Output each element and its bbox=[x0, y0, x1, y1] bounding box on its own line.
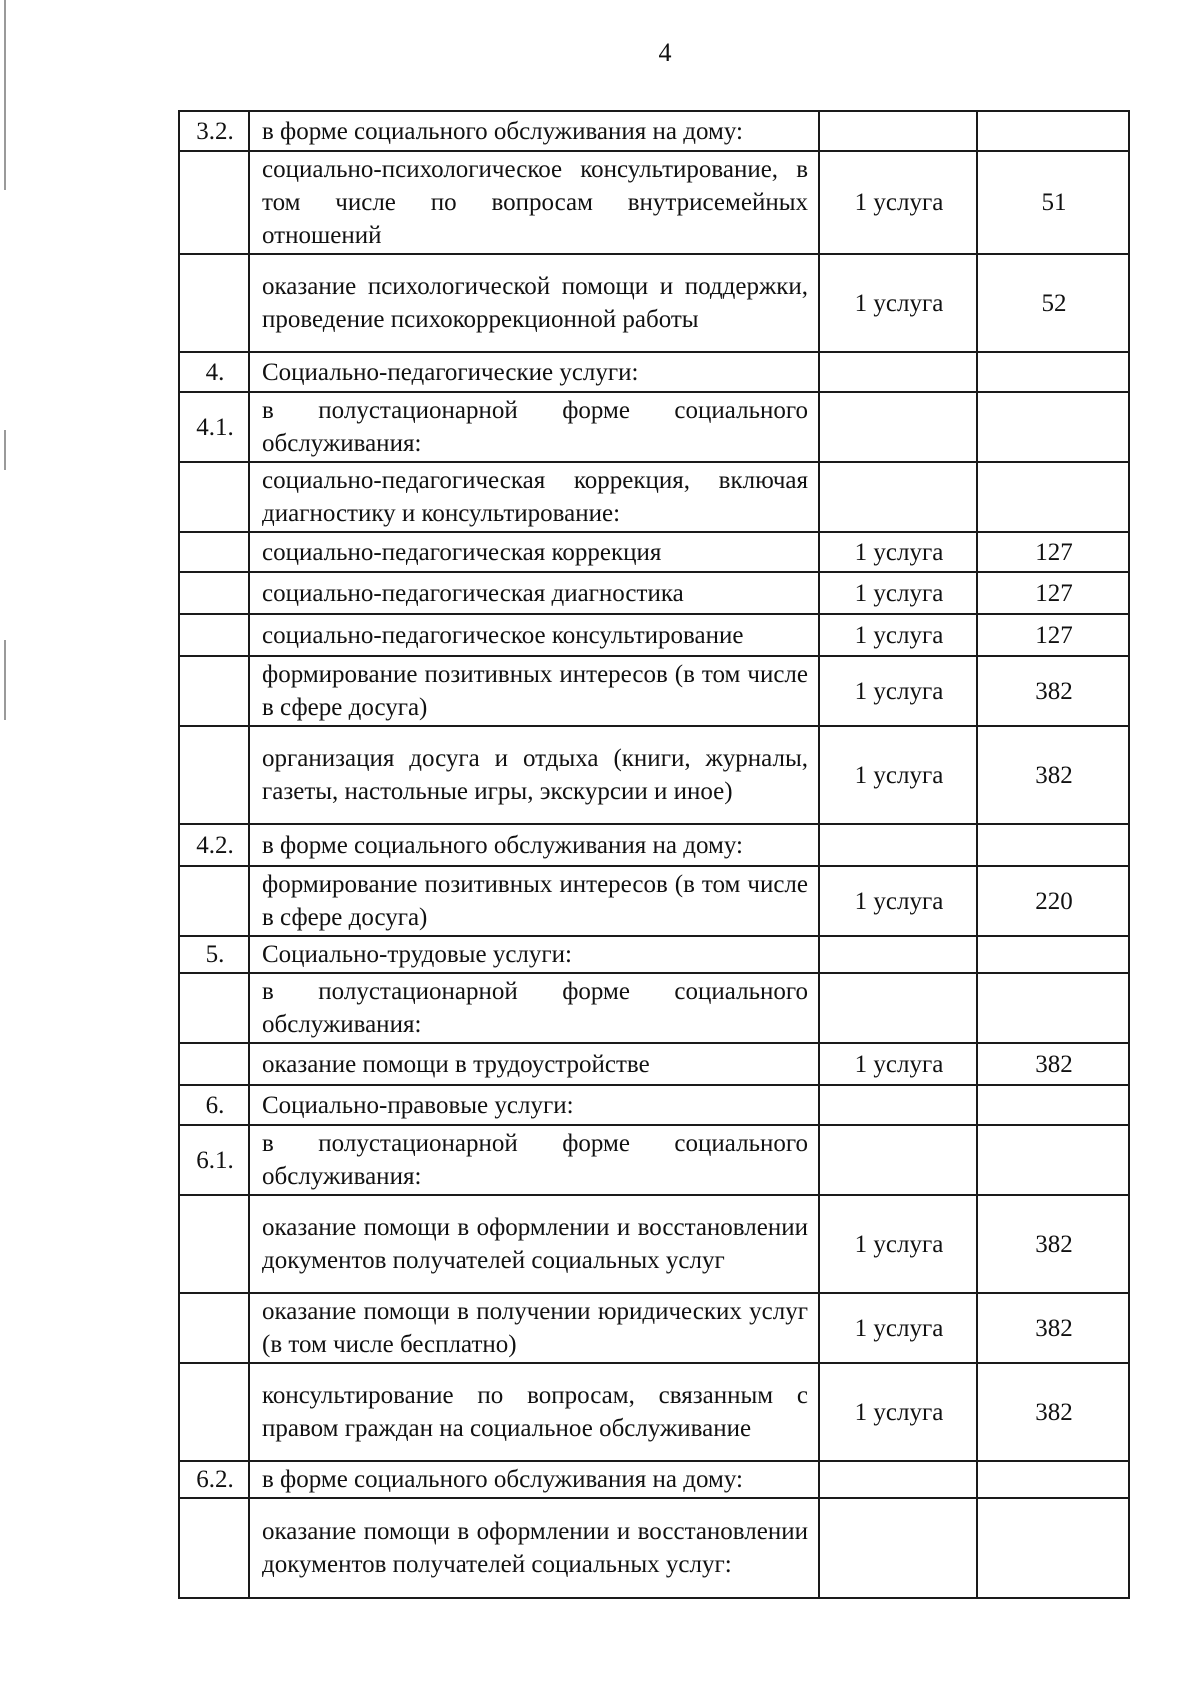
unit-cell bbox=[819, 1461, 977, 1498]
price-cell: 382 bbox=[977, 656, 1129, 726]
table-row bbox=[179, 462, 1129, 532]
row-number-cell: 4. bbox=[179, 352, 249, 392]
service-description-cell: формирование позитивных интересов (в том числе в сфере досуга) bbox=[249, 866, 819, 936]
unit-cell: 1 услуга bbox=[819, 656, 977, 726]
price-cell bbox=[977, 352, 1129, 392]
unit-cell bbox=[819, 1498, 977, 1598]
service-description-cell: организация досуга и отдыха (книги, журналы, газеты, настольные игры, экскурсии и иное) bbox=[249, 726, 819, 824]
service-description-cell: оказание помощи в оформлении и восстановлении документов получателей социальных услуг: bbox=[249, 1498, 819, 1598]
service-description-cell: формирование позитивных интересов (в том числе в сфере досуга) bbox=[249, 656, 819, 726]
service-description-cell: социально-педагогическое консультирование bbox=[249, 614, 819, 656]
table-row bbox=[179, 936, 1129, 973]
table-row bbox=[179, 1085, 1129, 1125]
service-description-cell: в форме социального обслуживания на дому: bbox=[249, 1461, 819, 1498]
row-number-cell: 6.2. bbox=[179, 1461, 249, 1498]
service-description-cell: оказание помощи в трудоустройстве bbox=[249, 1043, 819, 1085]
service-description-cell: Социально-правовые услуги: bbox=[249, 1085, 819, 1125]
table-row bbox=[179, 1461, 1129, 1498]
price-cell bbox=[977, 1498, 1129, 1598]
price-cell: 127 bbox=[977, 572, 1129, 614]
price-cell: 127 bbox=[977, 614, 1129, 656]
table-row bbox=[179, 1043, 1129, 1085]
unit-cell bbox=[819, 111, 977, 151]
unit-cell bbox=[819, 392, 977, 462]
unit-cell: 1 услуга bbox=[819, 866, 977, 936]
table-row bbox=[179, 392, 1129, 462]
unit-cell: 1 услуга bbox=[819, 254, 977, 352]
row-number-cell bbox=[179, 1293, 249, 1363]
unit-cell: 1 услуга bbox=[819, 614, 977, 656]
service-description-cell: оказание помощи в оформлении и восстановлении документов получателей социальных услуг bbox=[249, 1195, 819, 1293]
row-number-cell bbox=[179, 614, 249, 656]
page-number: 4 bbox=[658, 38, 672, 67]
row-number-cell bbox=[179, 572, 249, 614]
unit-cell bbox=[819, 936, 977, 973]
price-cell bbox=[977, 111, 1129, 151]
price-cell bbox=[977, 392, 1129, 462]
row-number-cell: 5. bbox=[179, 936, 249, 973]
table-row bbox=[179, 111, 1129, 151]
service-description-cell: оказание психологической помощи и поддержки, проведение психокоррекционной работы bbox=[249, 254, 819, 352]
price-cell: 52 bbox=[977, 254, 1129, 352]
price-cell bbox=[977, 462, 1129, 532]
unit-cell: 1 услуга bbox=[819, 726, 977, 824]
table-row bbox=[179, 866, 1129, 936]
price-cell: 51 bbox=[977, 151, 1129, 254]
row-number-cell: 6.1. bbox=[179, 1125, 249, 1195]
row-number-cell bbox=[179, 1195, 249, 1293]
row-number-cell bbox=[179, 1498, 249, 1598]
table-row bbox=[179, 656, 1129, 726]
row-number-cell bbox=[179, 1363, 249, 1461]
unit-cell: 1 услуга bbox=[819, 572, 977, 614]
table-body bbox=[179, 111, 1129, 1598]
unit-cell bbox=[819, 1085, 977, 1125]
service-description-cell: Социально-педагогические услуги: bbox=[249, 352, 819, 392]
price-cell: 382 bbox=[977, 1195, 1129, 1293]
service-description-cell: социально-психологическое консультирование, в том числе по вопросам внутрисемейных отношений bbox=[249, 151, 819, 254]
table-row bbox=[179, 572, 1129, 614]
unit-cell: 1 услуга bbox=[819, 1195, 977, 1293]
price-cell: 382 bbox=[977, 726, 1129, 824]
service-description-cell: оказание помощи в получении юридических услуг (в том числе бесплатно) bbox=[249, 1293, 819, 1363]
unit-cell bbox=[819, 352, 977, 392]
unit-cell: 1 услуга bbox=[819, 151, 977, 254]
service-description-cell: Социально-трудовые услуги: bbox=[249, 936, 819, 973]
row-number-cell bbox=[179, 254, 249, 352]
table-row bbox=[179, 1363, 1129, 1461]
unit-cell: 1 услуга bbox=[819, 1043, 977, 1085]
row-number-cell bbox=[179, 151, 249, 254]
price-cell: 220 bbox=[977, 866, 1129, 936]
row-number-cell: 4.1. bbox=[179, 392, 249, 462]
service-description-cell: социально-педагогическая коррекция, включая диагностику и консультирование: bbox=[249, 462, 819, 532]
row-number-cell bbox=[179, 656, 249, 726]
row-number-cell: 3.2. bbox=[179, 111, 249, 151]
unit-cell bbox=[819, 462, 977, 532]
services-table bbox=[178, 110, 1130, 1599]
table-row bbox=[179, 614, 1129, 656]
table-row bbox=[179, 726, 1129, 824]
row-number-cell: 6. bbox=[179, 1085, 249, 1125]
unit-cell: 1 услуга bbox=[819, 1363, 977, 1461]
scan-edge-mark bbox=[4, 430, 6, 470]
price-cell: 382 bbox=[977, 1293, 1129, 1363]
service-description-cell: в полустационарной форме социального обслуживания: bbox=[249, 1125, 819, 1195]
row-number-cell bbox=[179, 726, 249, 824]
unit-cell bbox=[819, 1125, 977, 1195]
unit-cell bbox=[819, 824, 977, 866]
unit-cell bbox=[819, 973, 977, 1043]
price-cell bbox=[977, 1125, 1129, 1195]
scan-edge-mark bbox=[4, 640, 6, 720]
price-cell: 127 bbox=[977, 532, 1129, 572]
table-row bbox=[179, 1195, 1129, 1293]
table-row bbox=[179, 1125, 1129, 1195]
table-row bbox=[179, 824, 1129, 866]
price-cell bbox=[977, 1085, 1129, 1125]
unit-cell: 1 услуга bbox=[819, 532, 977, 572]
table-row bbox=[179, 254, 1129, 352]
table-row bbox=[179, 973, 1129, 1043]
price-cell bbox=[977, 824, 1129, 866]
service-description-cell: социально-педагогическая коррекция bbox=[249, 532, 819, 572]
row-number-cell bbox=[179, 866, 249, 936]
table-row bbox=[179, 151, 1129, 254]
row-number-cell bbox=[179, 973, 249, 1043]
row-number-cell bbox=[179, 532, 249, 572]
scan-edge-mark bbox=[4, 0, 6, 190]
service-description-cell: социально-педагогическая диагностика bbox=[249, 572, 819, 614]
table-row bbox=[179, 1293, 1129, 1363]
service-description-cell: в полустационарной форме социального обслуживания: bbox=[249, 392, 819, 462]
price-cell bbox=[977, 1461, 1129, 1498]
table-row bbox=[179, 532, 1129, 572]
service-description-cell: в форме социального обслуживания на дому: bbox=[249, 824, 819, 866]
price-cell: 382 bbox=[977, 1363, 1129, 1461]
price-cell bbox=[977, 936, 1129, 973]
service-description-cell: консультирование по вопросам, связанным с правом граждан на социальное обслуживание bbox=[249, 1363, 819, 1461]
table-row bbox=[179, 352, 1129, 392]
service-description-cell: в форме социального обслуживания на дому: bbox=[249, 111, 819, 151]
service-description-cell: в полустационарной форме социального обслуживания: bbox=[249, 973, 819, 1043]
price-cell bbox=[977, 973, 1129, 1043]
price-cell: 382 bbox=[977, 1043, 1129, 1085]
row-number-cell bbox=[179, 1043, 249, 1085]
row-number-cell: 4.2. bbox=[179, 824, 249, 866]
row-number-cell bbox=[179, 462, 249, 532]
table-row bbox=[179, 1498, 1129, 1598]
unit-cell: 1 услуга bbox=[819, 1293, 977, 1363]
